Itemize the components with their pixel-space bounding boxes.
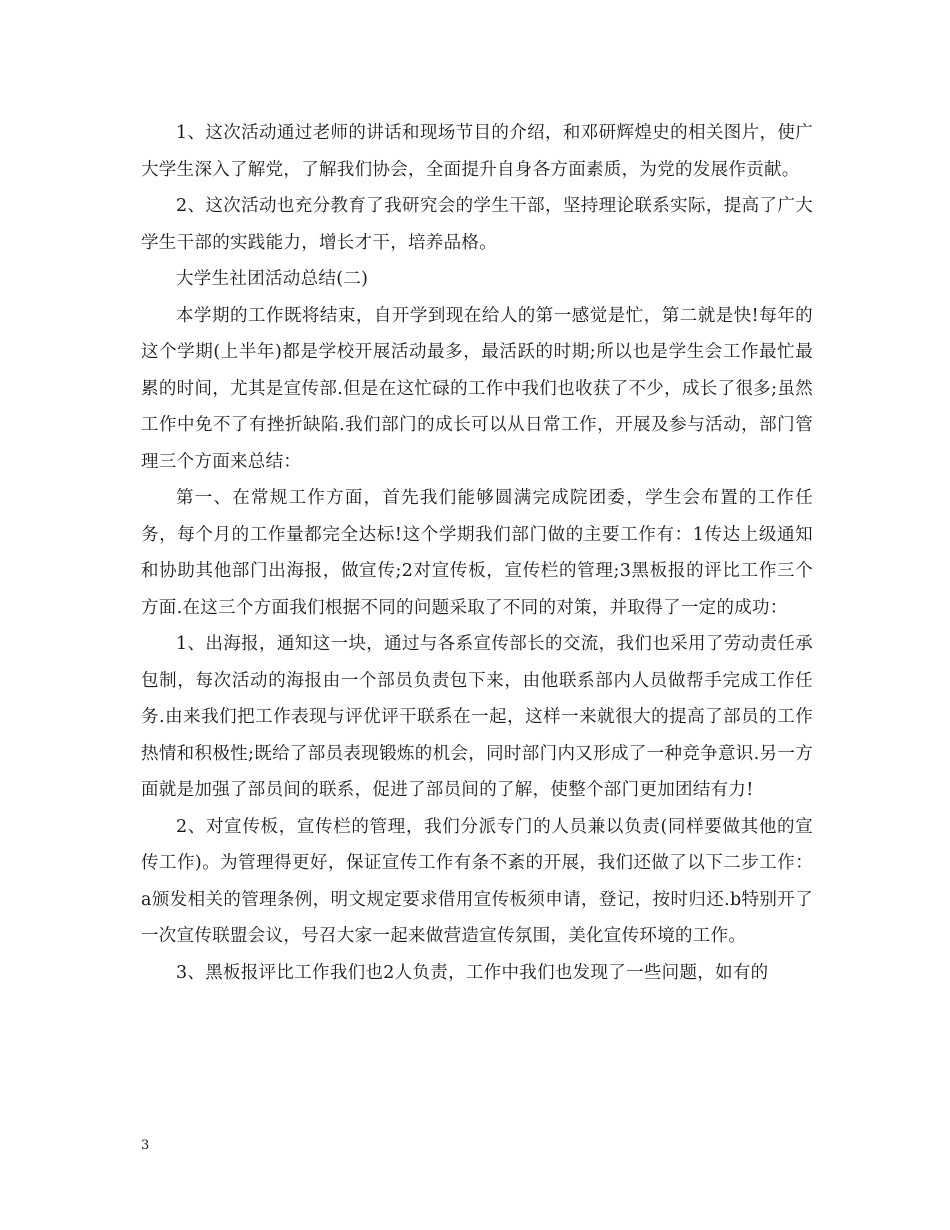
paragraph-4: 第一、在常规工作方面，首先我们能够圆满完成院团委，学生会布置的工作任务，每个月的工作量都完全达标!这个学期我们部门做的主要工作有：1传达上级通知和协助其他部门出海报，做宣传;2对宣传板，宣传栏的管理;3黑板报的评比工作三个方面.在这三个方面我们根据不同的问题采取了不同的对策，并取得了一定的成功： (141, 488, 813, 618)
paragraph-7: 3、黑板报评比工作我们也2人负责，工作中我们也发现了一些问题，如有的 (176, 962, 769, 983)
paragraph-2: 2、这次活动也充分教育了我研究会的学生干部，坚持理论联系实际，提高了广大学生干部的实践能力，增长才干，培养品格。 (141, 196, 813, 253)
paragraph-1: 1、这次活动通过老师的讲话和现场节目的介绍，和邓研辉煌史的相关图片，使广大学生深入了解党，了解我们协会，全面提升自身各方面素质，为党的发展作贡献。 (141, 123, 813, 180)
page-number: 3 (141, 1138, 150, 1153)
document-body (141, 115, 813, 991)
paragraph-3: 本学期的工作既将结束，自开学到现在给人的第一感觉是忙，第二就是快!每年的这个学期(上半年)都是学校开展活动最多，最活跃的时期;所以也是学生会工作最忙最累的时间，尤其是宣传部.但是在这忙碌的工作中我们也收获了不少，成长了很多;虽然工作中免不了有挫折缺陷.我们部门的成长可以从日常工作，开展及参与活动，部门管理三个方面来总结： (141, 305, 813, 472)
paragraph-5: 1、出海报，通知这一块，通过与各系宣传部长的交流，我们也采用了劳动责任承包制，每次活动的海报由一个部员负责包下来，由他联系部内人员做帮手完成工作任务.由来我们把工作表现与评优评干联系在一起，这样一来就很大的提高了部员的工作热情和积极性;既给了部员表现锻炼的机会，同时部门内又形成了一种竞争意识.另一方面就是加强了部员间的联系，促进了部员间的了解，使整个部门更加团结有力! (141, 634, 813, 800)
paragraph-6: 2、对宣传板，宣传栏的管理，我们分派专门的人员兼以负责(同样要做其他的宣传工作)。为管理得更好，保证宣传工作有条不紊的开展，我们还做了以下二步工作：a颁发相关的管理条例，明文规定要求借用宣传板须申请，登记，按时归还.b特别开了一次宣传联盟会议，号召大家一起来做营造宣传氛围，美化宣传环境的工作。 (141, 816, 813, 946)
section-heading: 大学生社团活动总结(二) (176, 269, 369, 289)
